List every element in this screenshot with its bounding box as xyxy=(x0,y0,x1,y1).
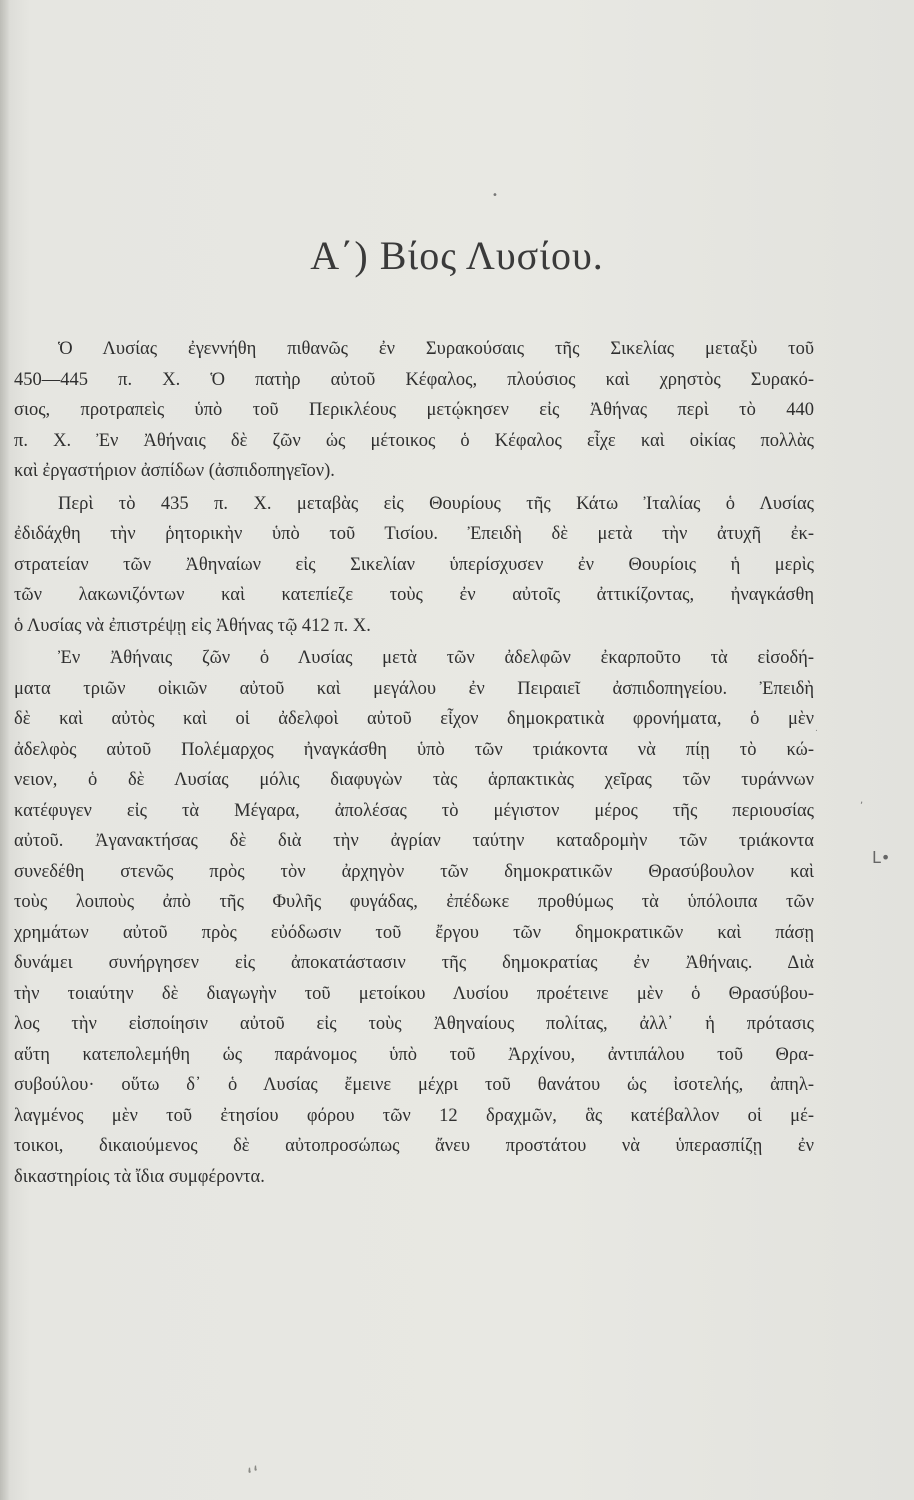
text-line: δικαστηρίοις τὰ ἴδια συμφέροντα. xyxy=(14,1166,265,1187)
text-line: λος τὴν εἰσποίησιν αὐτοῦ εἰς τοὺς Ἀθηναίους πολίτας, ἀλλ᾿ ἡ πρότασις xyxy=(14,1014,814,1034)
text-line: συνεδέθη στενῶς πρὸς τὸν ἀρχηγὸν τῶν δημοκρατικῶν Θρασύβουλον καὶ xyxy=(14,861,814,882)
text-line: τοικοι, δικαιούμενος δὲ αὐτοπροσώπως ἄνευ προστάτου νὰ ὑπερασπίζῃ ἐν xyxy=(14,1136,814,1156)
text-line: σιος, προτραπεὶς ὑπὸ τοῦ Περικλέους μετῴκησεν εἰς Ἀθήνας περὶ τὸ 440 xyxy=(14,400,814,420)
pencil-tick-mark: ʻʻ xyxy=(244,1460,265,1488)
text-line: ὁ Λυσίας νὰ ἐπιστρέψῃ εἰς Ἀθήνας τῷ 412 π. Χ. xyxy=(14,615,371,636)
text-line: λαγμένος μὲν τοῦ ἐτησίου φόρου τῶν 12 δραχμῶν, ἃς κατέβαλλον οἱ μέ- xyxy=(14,1105,814,1126)
text-line: 450—445 π. Χ. Ὁ πατὴρ αὐτοῦ Κέφαλος, πλούσιος καὶ χρηστὸς Συρακό- xyxy=(14,369,814,390)
scan-speck: , xyxy=(860,795,864,806)
text-line: αὐτοῦ. Ἀγανακτήσας δὲ διὰ τὴν ἀγρίαν ταύτην καταδρομὴν τῶν τριάκοντα xyxy=(14,831,814,851)
chapter-title: Α΄) Βίος Λυσίου. xyxy=(310,233,604,278)
text-line: αὕτη κατεπολεμήθη ὡς παράνομος ὑπὸ τοῦ Ἀρχίνου, ἀντιπάλου τοῦ Θρα- xyxy=(14,1044,814,1065)
text-line: τὴν τοιαύτην δὲ διαγωγὴν τοῦ μετοίκου Λυσίου προέτεινε μὲν ὁ Θρασύβου- xyxy=(14,983,814,1004)
text-line: Ὁ Λυσίας ἐγεννήθη πιθανῶς ἐν Συρακούσαις τῆς Σικελίας μεταξὺ τοῦ xyxy=(58,339,814,359)
text-line: ματα τριῶν οἰκιῶν αὐτοῦ καὶ μεγάλου ἐν Πειραιεῖ ἀσπιδοπηγείου. Ἐπειδὴ xyxy=(14,678,814,699)
text-line: καὶ ἐργαστήριον ἀσπίδων (ἀσπιδοπηγεῖον). xyxy=(14,461,335,481)
page-left-edge-shadow xyxy=(0,0,10,1500)
text-line: χρημάτων αὐτοῦ πρὸς εὐόδωσιν τοῦ ἔργου τῶν δημοκρατικῶν καὶ πάσῃ xyxy=(14,922,814,943)
body-text xyxy=(14,334,814,1192)
scan-speck: . xyxy=(815,724,818,734)
text-line: ἐδιδάχθη τὴν ῥητορικὴν ὑπὸ τοῦ Τισίου. Ἐπειδὴ δὲ μετὰ τὴν ἀτυχῆ ἐκ- xyxy=(14,524,814,544)
text-line: Ἐν Ἀθήναις ζῶν ὁ Λυσίας μετὰ τῶν ἀδελφῶν ἐκαρποῦτο τὰ εἰσοδή- xyxy=(58,648,814,668)
text-line: συβούλου· οὕτω δ᾿ ὁ Λυσίας ἔμεινε μέχρι τοῦ θανάτου ὡς ἰσοτελής, ἀπηλ- xyxy=(14,1075,814,1095)
text-line: Περὶ τὸ 435 π. Χ. μεταβὰς εἰς Θουρίους τῆς Κάτω Ἰταλίας ὁ Λυσίας xyxy=(58,493,814,514)
scan-speck: • xyxy=(492,190,498,201)
text-line: νειον, ὁ δὲ Λυσίας μόλις διαφυγὼν τὰς ἁρπακτικὰς χεῖρας τῶν τυράννων xyxy=(14,770,814,790)
text-line: δὲ καὶ αὐτὸς καὶ οἱ ἀδελφοὶ αὐτοῦ εἶχον δημοκρατικὰ φρονήματα, ὁ μὲν xyxy=(14,709,814,729)
text-line: π. Χ. Ἐν Ἀθήναις δὲ ζῶν ὡς μέτοικος ὁ Κέφαλος εἶχε καὶ οἰκίας πολλὰς xyxy=(14,430,814,451)
text-line: στρατείαν τῶν Ἀθηναίων εἰς Σικελίαν ὑπερίσχυσεν ἐν Θουρίοις ἡ μερὶς xyxy=(14,554,814,575)
text-line: τῶν λακωνιζόντων καὶ κατεπίεζε τοὺς ἐν αὐτοῖς ἀττικίζοντας, ἠναγκάσθη xyxy=(14,585,814,605)
text-line: δυνάμει συνήργησεν εἰς ἀποκατάστασιν τῆς δημοκρατίας ἐν Ἀθήναις. Διὰ xyxy=(14,953,814,973)
text-line: τοὺς λοιποὺς ἀπὸ τῆς Φυλῆς φυγάδας, ἐπέδωκε προθύμως τὰ ὑπόλοιπα τῶν xyxy=(14,892,814,912)
text-line: κατέφυγεν εἰς τὰ Μέγαρα, ἀπολέσας τὸ μέγιστον μέρος τῆς περιουσίας xyxy=(14,800,814,821)
margin-pencil-mark: ᒪ• xyxy=(872,848,891,867)
text-line: ἀδελφὸς αὐτοῦ Πολέμαρχος ἠναγκάσθη ὑπὸ τῶν τριάκοντα νὰ πίῃ τὸ κώ- xyxy=(14,739,814,760)
